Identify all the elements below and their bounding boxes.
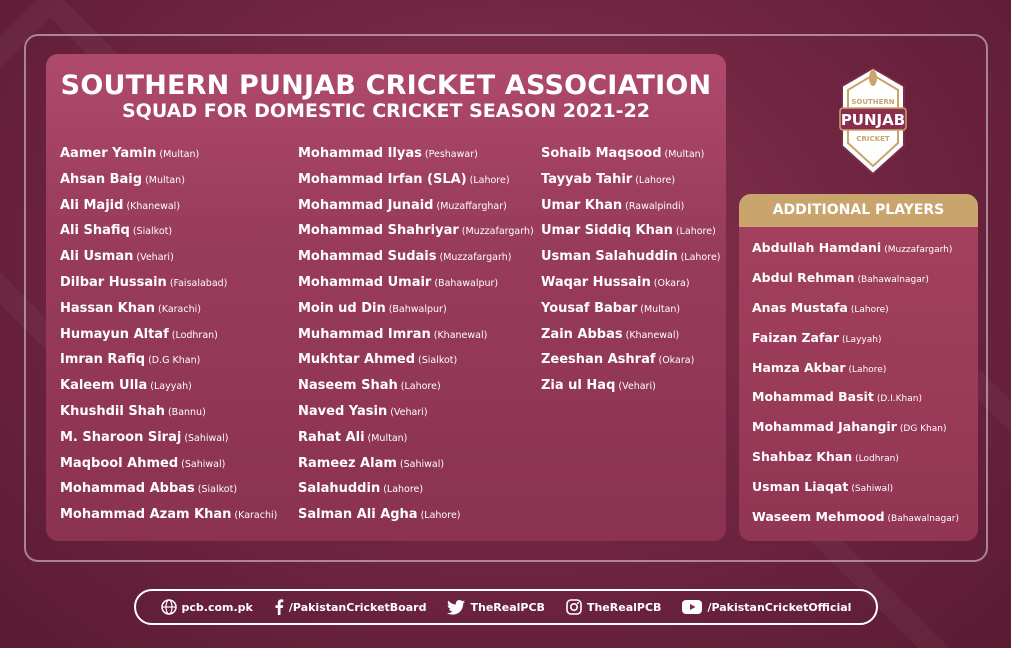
player-city: (Bahawalnagar) — [887, 514, 959, 525]
logo-top-text: SOUTHERN — [851, 98, 895, 106]
southern-punjab-logo — [838, 66, 908, 178]
player-city: (Multan) — [159, 149, 200, 160]
website-text: pcb.com.pk — [181, 600, 253, 614]
player-name: Aamer Yamin — [60, 146, 157, 161]
player-city: (Lodhran) — [855, 454, 899, 465]
player-city: (Muzzafargarh) — [884, 245, 953, 255]
player-name: Usman Salahuddin — [541, 249, 678, 265]
logo-bottom-text: CRICKET — [856, 135, 890, 143]
additional-players-list — [752, 238, 959, 537]
player-city: (Lahore) — [383, 484, 424, 496]
social-footer — [134, 589, 878, 625]
player-name: Rameez Alam — [298, 455, 397, 471]
player-name: Ali Majid — [60, 197, 124, 213]
player-name: Imran Rafiq — [60, 352, 146, 368]
player-city: (Lodhran) — [171, 329, 218, 341]
main-title: SOUTHERN PUNJAB CRICKET ASSOCIATION — [60, 70, 712, 101]
facebook-link[interactable] — [274, 599, 427, 615]
player-name: Yousaf Babar — [541, 300, 638, 316]
player-name: Mohammad Azam Khan — [60, 507, 232, 523]
player-name: Waqar Hussain — [541, 274, 651, 290]
player-item — [541, 170, 721, 196]
player-item — [541, 196, 721, 222]
website-link[interactable] — [161, 599, 253, 615]
player-city: (D.G Khan) — [148, 355, 201, 367]
player-name: Hamza Akbar — [752, 359, 846, 375]
player-item — [298, 479, 534, 505]
player-item — [298, 325, 534, 351]
player-name: Mohammad Shahriyar — [298, 223, 459, 239]
player-city: (Sialkot) — [197, 484, 238, 496]
squad-column-1 — [60, 144, 277, 531]
player-item — [60, 479, 277, 505]
player-city: (D.I.Khan) — [876, 394, 922, 405]
additional-players-panel — [739, 194, 978, 541]
player-city: (Sialkot) — [132, 226, 173, 238]
player-item — [60, 402, 277, 428]
logo-graphic — [838, 66, 908, 178]
player-city: (Multan) — [145, 174, 185, 186]
player-city: (Multan) — [664, 149, 705, 160]
player-city: (Khanewal) — [433, 329, 488, 341]
player-item — [752, 328, 959, 358]
player-name: Mohammad Junaid — [298, 197, 434, 213]
player-item — [541, 325, 721, 351]
player-name: Salahuddin — [298, 481, 381, 497]
player-name: Mohammad Irfan (SLA) — [298, 171, 467, 187]
player-city: (Lahore) — [420, 510, 461, 522]
player-item — [298, 402, 534, 428]
player-name: Abdul Rehman — [752, 269, 855, 285]
youtube-icon — [682, 600, 702, 614]
player-name: Faizan Zafar — [752, 329, 840, 345]
player-item — [752, 417, 959, 447]
player-name: Abdullah Hamdani — [752, 240, 882, 255]
player-name: Muhammad Imran — [298, 326, 431, 342]
player-name: Sohaib Maqsood — [541, 146, 662, 161]
player-city: (DG Khan) — [899, 424, 947, 435]
player-item — [541, 221, 721, 247]
player-item — [298, 170, 534, 196]
player-city: (Karachi) — [234, 510, 278, 522]
player-item — [298, 221, 534, 247]
player-name: Kaleem Ulla — [60, 378, 148, 394]
player-name: Naseem Shah — [298, 378, 398, 394]
player-name: Mohammad Umair — [298, 274, 432, 290]
player-name: Umar Siddiq Khan — [541, 223, 673, 239]
player-name: Salman Ali Agha — [298, 507, 418, 523]
player-city: (Multan) — [367, 432, 408, 444]
player-city: (Sahiwal) — [184, 432, 229, 444]
player-city: (Muzaffarghar) — [436, 200, 507, 212]
player-city: (Karachi) — [158, 303, 201, 315]
player-name: Ali Usman — [60, 249, 134, 265]
player-city: (Khanewal) — [625, 329, 680, 341]
player-name: Ahsan Baig — [60, 171, 143, 187]
instagram-text: TheRealPCB — [586, 600, 662, 614]
player-item — [752, 447, 959, 477]
player-city: (Peshawar) — [424, 149, 478, 160]
player-item — [298, 350, 534, 376]
player-city: (Faisalabad) — [169, 277, 228, 289]
player-city: (Muzzafargarh) — [439, 252, 512, 264]
player-item — [298, 247, 534, 273]
player-name: Mohammad Basit — [752, 389, 874, 405]
facebook-icon — [274, 599, 284, 615]
player-item — [60, 454, 277, 480]
player-item — [752, 238, 959, 268]
player-item — [298, 299, 534, 325]
twitter-link[interactable] — [447, 600, 544, 615]
squad-column-3 — [541, 144, 721, 402]
facebook-text: /PakistanCricketBoard — [288, 600, 427, 614]
player-item — [60, 273, 277, 299]
player-city: (Lahore) — [469, 174, 510, 186]
player-item — [60, 428, 277, 454]
player-city: (Lahore) — [848, 364, 887, 375]
player-city: (Bahwalpur) — [388, 303, 447, 315]
player-item — [541, 350, 721, 376]
player-item — [752, 507, 959, 537]
player-item — [60, 247, 277, 273]
player-item — [60, 350, 277, 376]
player-item — [541, 376, 721, 402]
player-name: Ali Shafiq — [60, 223, 130, 239]
player-city: (Okara) — [658, 355, 695, 367]
player-city: (Lahore) — [675, 226, 716, 238]
player-name: M. Sharoon Siraj — [60, 429, 182, 445]
player-item — [541, 273, 721, 299]
player-item — [60, 376, 277, 402]
player-item — [60, 325, 277, 351]
sub-title: SQUAD FOR DOMESTIC CRICKET SEASON 2021-22 — [121, 100, 651, 122]
player-item — [298, 505, 534, 531]
player-item — [60, 505, 277, 531]
player-item — [541, 144, 721, 170]
instagram-icon — [566, 599, 582, 615]
player-city: (Vehari) — [390, 406, 428, 418]
youtube-text: /PakistanCricketOfficial — [707, 600, 852, 614]
player-name: Waseem Mehmood — [752, 509, 885, 525]
squad-column-2 — [298, 144, 534, 531]
player-city: (Sahiwal) — [181, 458, 226, 470]
player-item — [298, 454, 534, 480]
player-item — [541, 299, 721, 325]
player-name: Rahat Ali — [298, 429, 365, 445]
player-city: (Bahawalpur) — [434, 277, 499, 289]
player-item — [298, 196, 534, 222]
player-city: (Bahawalnagar) — [857, 274, 929, 285]
player-city: (Layyah) — [842, 334, 882, 345]
player-name: Mohammad Abbas — [60, 481, 195, 497]
player-name: Mukhtar Ahmed — [298, 352, 415, 368]
player-city: (Multan) — [640, 303, 681, 315]
player-name: Anas Mustafa — [752, 299, 848, 315]
player-item — [752, 387, 959, 417]
player-name: Zia ul Haq — [541, 378, 616, 394]
player-item — [298, 376, 534, 402]
player-name: Dilbar Hussain — [60, 274, 167, 290]
player-name: Usman Liaqat — [752, 479, 849, 495]
twitter-icon — [447, 600, 465, 615]
player-city: (Bannu) — [167, 406, 206, 418]
player-city: (Khanewal) — [126, 200, 181, 212]
logo-main-text: PUNJAB — [840, 111, 906, 129]
youtube-link[interactable] — [682, 600, 851, 614]
player-city: (Lahore) — [850, 304, 889, 315]
player-name: Mohammad Jahangir — [752, 419, 897, 435]
player-name: Mohammad Sudais — [298, 249, 437, 265]
twitter-text: TheRealPCB — [470, 600, 545, 614]
player-name: Naved Yasin — [298, 403, 388, 419]
player-item — [752, 358, 959, 388]
player-city: (Lahore) — [680, 252, 721, 264]
player-item — [60, 144, 277, 170]
player-city: (Okara) — [653, 277, 690, 289]
player-name: Tayyab Tahir — [541, 171, 633, 187]
player-name: Zain Abbas — [541, 326, 623, 342]
player-item — [541, 247, 721, 273]
squad-panel — [46, 54, 726, 541]
player-item — [298, 144, 534, 170]
player-item — [60, 196, 277, 222]
player-city: (Rawalpindi) — [625, 200, 685, 212]
player-city: (Layyah) — [150, 381, 192, 393]
instagram-link[interactable] — [566, 599, 661, 615]
player-name: Zeeshan Ashraf — [541, 352, 656, 368]
globe-icon — [161, 599, 177, 615]
player-city: (Lahore) — [400, 381, 441, 393]
player-name: Hassan Khan — [60, 300, 156, 316]
player-city: (Lahore) — [635, 174, 676, 186]
player-city: (Muzzafargarh) — [461, 226, 534, 238]
additional-players-title: ADDITIONAL PLAYERS — [739, 194, 978, 227]
player-item — [60, 299, 277, 325]
player-item — [60, 221, 277, 247]
player-city: (Sahiwal) — [399, 458, 445, 470]
player-name: Shahbaz Khan — [752, 449, 853, 465]
player-city: (Vehari) — [618, 381, 656, 393]
player-name: Mohammad Ilyas — [298, 146, 422, 161]
player-item — [298, 428, 534, 454]
player-name: Moin ud Din — [298, 300, 386, 316]
player-city: (Vehari) — [136, 252, 174, 264]
player-item — [752, 268, 959, 298]
player-name: Maqbool Ahmed — [60, 455, 179, 471]
player-city: (Sahiwal) — [851, 484, 894, 495]
player-name: Humayun Altaf — [60, 326, 169, 342]
player-city: (Sialkot) — [418, 355, 458, 367]
player-item — [298, 273, 534, 299]
player-item — [60, 170, 277, 196]
player-item — [752, 298, 959, 328]
player-name: Umar Khan — [541, 197, 623, 213]
player-name: Khushdil Shah — [60, 403, 165, 419]
player-item — [752, 477, 959, 507]
